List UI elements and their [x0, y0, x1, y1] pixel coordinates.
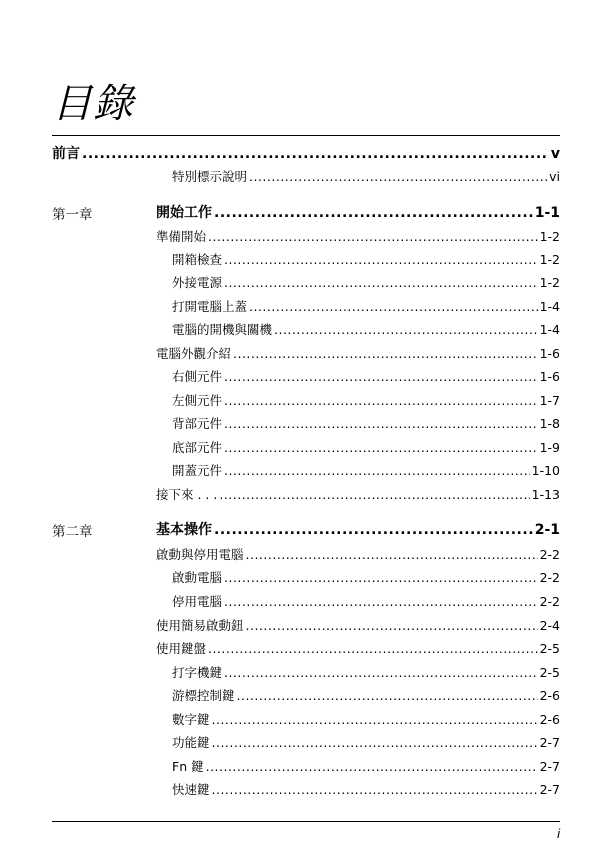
toc-chapter-1-heading[interactable] — [156, 202, 560, 222]
leader-dots — [224, 252, 538, 267]
toc-entry-page: 1-2 — [539, 252, 560, 267]
toc-entry-label: 開箱檢查 — [172, 252, 223, 267]
toc-entry[interactable] — [172, 780, 560, 798]
leader-dots — [224, 416, 538, 431]
toc-entry-page: vi — [549, 169, 560, 184]
leader-dots — [237, 688, 538, 703]
toc-entry[interactable] — [156, 344, 560, 362]
toc-entry[interactable] — [172, 757, 560, 775]
toc-entry-page: 2-6 — [539, 712, 560, 727]
page-number: i — [557, 826, 560, 841]
top-divider — [52, 135, 560, 136]
toc-entry[interactable] — [172, 273, 560, 291]
toc-entry-page: 2-7 — [539, 782, 560, 797]
toc-entry-page: 2-7 — [539, 735, 560, 750]
toc-entry-page: 2-2 — [539, 594, 560, 609]
leader-dots — [208, 641, 538, 656]
toc-entry-label: 電腦外觀介紹 — [156, 346, 232, 361]
toc-entry-label: 接下來 . . . — [156, 487, 218, 502]
toc-entry[interactable] — [172, 414, 560, 432]
toc-entry[interactable] — [156, 639, 560, 657]
leader-dots — [208, 229, 538, 244]
toc-entry-page: 1-8 — [539, 416, 560, 431]
toc-entry[interactable] — [156, 545, 560, 563]
toc-entry-preface[interactable] — [52, 143, 560, 163]
chapter-2-number: 第二章 — [52, 524, 93, 540]
toc-entry-label: 使用鍵盤 — [156, 641, 207, 656]
toc-entry-page: 2-6 — [539, 688, 560, 703]
toc-entry[interactable] — [172, 250, 560, 268]
toc-entry-label: 數字鍵 — [172, 712, 210, 727]
leader-dots — [219, 487, 529, 502]
leader-dots — [224, 463, 530, 478]
toc-entry-label: 基本操作 — [156, 522, 212, 538]
toc-entry-page: 1-9 — [539, 440, 560, 455]
toc-entry-label: 準備開始 — [156, 229, 207, 244]
toc-entry-page: 1-6 — [539, 346, 560, 361]
toc-entry-label: 外接電源 — [172, 275, 223, 290]
page-title: 目錄 — [52, 81, 134, 127]
toc-entry-label: 游標控制鍵 — [172, 688, 235, 703]
toc-entry-page: 2-2 — [539, 570, 560, 585]
leader-dots — [214, 205, 533, 221]
toc-entry[interactable] — [172, 461, 560, 479]
toc-entry-label: 底部元件 — [172, 440, 223, 455]
toc-entry-label: 啟動電腦 — [172, 570, 223, 585]
toc-entry[interactable] — [172, 663, 560, 681]
toc-entry[interactable] — [172, 297, 560, 315]
toc-entry-page: 1-4 — [539, 322, 560, 337]
leader-dots — [246, 547, 538, 562]
toc-entry-label: 左側元件 — [172, 393, 223, 408]
toc-entry-label: 背部元件 — [172, 416, 223, 431]
toc-entry[interactable] — [172, 438, 560, 456]
leader-dots — [224, 665, 538, 680]
leader-dots — [224, 275, 538, 290]
toc-entry-page: 2-1 — [534, 522, 560, 538]
leader-dots — [212, 782, 538, 797]
toc-entry-page: 1-1 — [534, 205, 560, 221]
toc-entry[interactable] — [172, 391, 560, 409]
leader-dots — [212, 712, 538, 727]
toc-entry[interactable] — [172, 367, 560, 385]
toc-entry-label: Fn 鍵 — [172, 759, 204, 774]
leader-dots — [249, 169, 547, 184]
toc-entry-page: 2-7 — [539, 759, 560, 774]
bottom-divider — [52, 821, 560, 822]
toc-entry-label: 特別標示說明 — [172, 169, 248, 184]
toc-entry-page: 2-5 — [539, 665, 560, 680]
toc-entry-page: 2-5 — [539, 641, 560, 656]
toc-entry-page: v — [550, 146, 560, 162]
toc-entry-label: 打字機鍵 — [172, 665, 223, 680]
chapter-1-number: 第一章 — [52, 207, 93, 223]
leader-dots — [224, 570, 538, 585]
toc-entry-page: 1-6 — [539, 369, 560, 384]
toc-entry[interactable] — [172, 592, 560, 610]
toc-entry[interactable] — [156, 227, 560, 245]
toc-entry-label: 停用電腦 — [172, 594, 223, 609]
toc-entry-page: 1-4 — [539, 299, 560, 314]
leader-dots — [214, 522, 533, 538]
toc-entry-label: 功能鍵 — [172, 735, 210, 750]
toc-entry-label: 開蓋元件 — [172, 463, 223, 478]
leader-dots — [246, 618, 538, 633]
toc-entry[interactable] — [172, 686, 560, 704]
leader-dots — [224, 369, 538, 384]
leader-dots — [224, 393, 538, 408]
toc-entry-page: 2-4 — [539, 618, 560, 633]
leader-dots — [82, 146, 549, 162]
toc-entry-page: 1-13 — [531, 487, 560, 502]
leader-dots — [206, 759, 538, 774]
toc-entry[interactable] — [172, 167, 560, 185]
toc-entry-label: 啟動與停用電腦 — [156, 547, 244, 562]
toc-entry[interactable] — [172, 568, 560, 586]
toc-entry-page: 1-2 — [539, 275, 560, 290]
toc-entry-label: 打開電腦上蓋 — [172, 299, 248, 314]
leader-dots — [224, 594, 538, 609]
toc-entry-label: 開始工作 — [156, 205, 212, 221]
leader-dots — [274, 322, 538, 337]
toc-entry[interactable] — [156, 616, 560, 634]
toc-chapter-2-heading[interactable] — [156, 519, 560, 539]
leader-dots — [249, 299, 538, 314]
toc-entry[interactable] — [172, 710, 560, 728]
toc-entry[interactable] — [172, 733, 560, 751]
toc-entry-label: 前言 — [52, 146, 80, 162]
toc-entry-page: 2-2 — [539, 547, 560, 562]
leader-dots — [224, 440, 538, 455]
toc-entry-page: 1-10 — [531, 463, 560, 478]
toc-entry-label: 使用簡易啟動鈕 — [156, 618, 244, 633]
toc-entry[interactable] — [172, 320, 560, 338]
toc-entry-label: 快速鍵 — [172, 782, 210, 797]
leader-dots — [212, 735, 538, 750]
toc-entry-label: 電腦的開機與關機 — [172, 322, 273, 337]
toc-entry-label: 右側元件 — [172, 369, 223, 384]
toc-entry-page: 1-2 — [539, 229, 560, 244]
leader-dots — [233, 346, 538, 361]
toc-entry[interactable] — [156, 485, 560, 503]
toc-entry-page: 1-7 — [539, 393, 560, 408]
